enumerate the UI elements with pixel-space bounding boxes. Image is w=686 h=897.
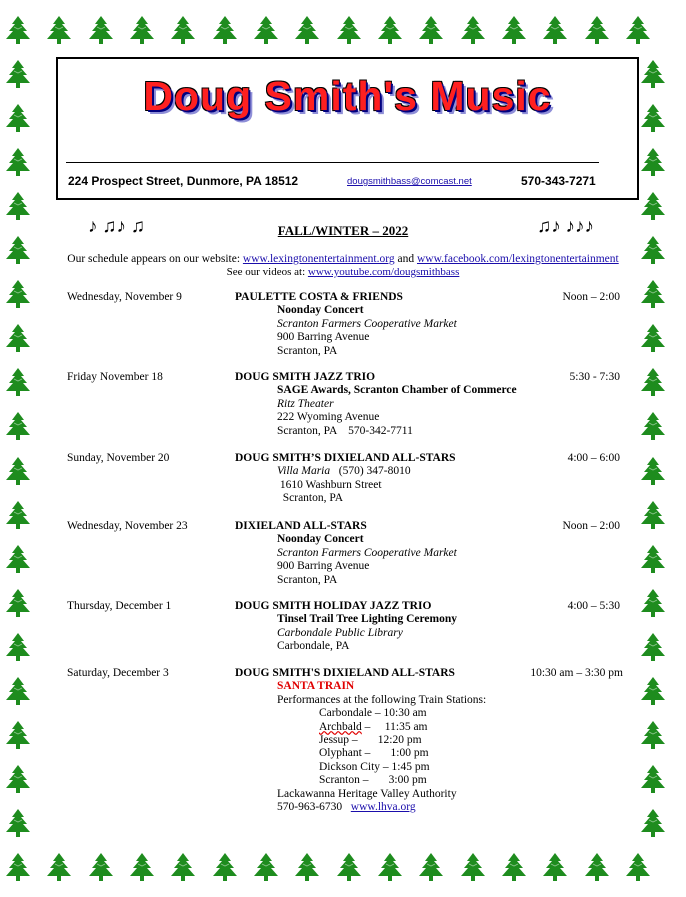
event-day: Sunday, November 20	[67, 452, 170, 464]
christmas-tree-icon	[638, 676, 668, 706]
christmas-tree-icon	[251, 852, 281, 882]
christmas-tree-icon	[638, 500, 668, 530]
christmas-tree-icon	[540, 15, 570, 45]
event-street: 900 Barring Avenue	[277, 560, 370, 573]
station-list	[319, 707, 430, 787]
christmas-tree-icon	[3, 808, 33, 838]
organizer-phone: 570-963-6730	[277, 801, 351, 813]
event-city: Scranton, PA 570-342-7711	[277, 424, 413, 437]
event-details	[277, 533, 457, 587]
station-text: Archbald – 11:35 am	[319, 720, 428, 733]
christmas-tree-icon	[3, 411, 33, 441]
christmas-tree-icon	[623, 852, 653, 882]
christmas-tree-icon	[3, 191, 33, 221]
christmas-tree-icon	[499, 15, 529, 45]
christmas-tree-icon	[416, 852, 446, 882]
brand-title: Doug Smith's Music	[143, 73, 552, 119]
christmas-tree-icon	[638, 59, 668, 89]
event-city: Scranton, PA	[277, 573, 338, 586]
christmas-tree-icon	[638, 720, 668, 750]
christmas-tree-icon	[3, 367, 33, 397]
event-name: Noonday Concert	[277, 304, 364, 317]
event-details	[277, 384, 517, 438]
christmas-tree-icon	[168, 852, 198, 882]
event-band: DOUG SMITH JAZZ TRIO	[235, 371, 376, 383]
christmas-tree-icon	[375, 15, 405, 45]
santa-train-title: SANTA TRAIN	[277, 680, 355, 693]
christmas-tree-icon	[44, 15, 74, 45]
event-time: 4:00 – 6:00	[567, 452, 620, 464]
organizer	[277, 788, 457, 815]
event-street: 222 Wyoming Avenue	[277, 411, 380, 424]
videos-prefix: See our videos at:	[226, 266, 308, 278]
event-venue: Carbondale Public Library	[277, 626, 403, 639]
event-day: Wednesday, November 23	[67, 520, 188, 532]
christmas-tree-icon	[375, 852, 405, 882]
christmas-tree-icon	[3, 15, 33, 45]
christmas-tree-icon	[334, 15, 364, 45]
website-and: and	[394, 253, 417, 265]
christmas-tree-icon	[416, 15, 446, 45]
event-details	[277, 680, 486, 707]
event-city: Scranton, PA	[277, 492, 344, 505]
christmas-tree-icon	[638, 103, 668, 133]
christmas-tree-icon	[638, 279, 668, 309]
event-day: Saturday, December 3	[67, 667, 169, 679]
christmas-tree-icon	[638, 367, 668, 397]
christmas-tree-icon	[127, 15, 157, 45]
christmas-tree-icon	[3, 588, 33, 618]
event-name: Noonday Concert	[277, 533, 364, 546]
station-item: Jessup – 12:20 pm	[319, 734, 422, 746]
organizer-name: Lackawanna Heritage Valley Authority	[277, 787, 457, 800]
christmas-tree-icon	[638, 544, 668, 574]
christmas-tree-icon	[3, 103, 33, 133]
christmas-tree-icon	[334, 852, 364, 882]
christmas-tree-icon	[168, 15, 198, 45]
letterhead	[56, 57, 639, 200]
christmas-tree-icon	[3, 323, 33, 353]
christmas-tree-icon	[638, 323, 668, 353]
header-divider	[66, 162, 599, 163]
event-time: Noon – 2:00	[562, 520, 620, 532]
event-details	[277, 613, 457, 653]
christmas-tree-icon	[3, 59, 33, 89]
event-band: PAULETTE COSTA & FRIENDS	[235, 291, 403, 303]
christmas-tree-icon	[251, 15, 281, 45]
stations-intro: Performances at the following Train Stations:	[277, 693, 487, 706]
station-item: Carbondale – 10:30 am	[319, 707, 427, 720]
station-item: Olyphant – 1:00 pm	[319, 747, 429, 760]
christmas-tree-icon	[3, 764, 33, 794]
event-details	[277, 465, 411, 505]
event-city: Carbondale, PA	[277, 640, 350, 653]
christmas-tree-icon	[638, 764, 668, 794]
event-band: DOUG SMITH HOLIDAY JAZZ TRIO	[235, 600, 432, 612]
christmas-tree-icon	[127, 852, 157, 882]
christmas-tree-icon	[3, 147, 33, 177]
event-day: Friday November 18	[67, 371, 163, 383]
facebook-link[interactable]: www.facebook.com/lexingtonentertainment	[416, 253, 619, 265]
christmas-tree-icon	[582, 852, 612, 882]
christmas-tree-icon	[44, 852, 74, 882]
christmas-tree-icon	[499, 852, 529, 882]
event-city: Scranton, PA	[277, 344, 338, 357]
phone-number: 570-343-7271	[521, 174, 596, 188]
website-prefix: Our schedule appears on our website:	[67, 253, 243, 265]
christmas-tree-icon	[292, 15, 322, 45]
christmas-tree-icon	[3, 852, 33, 882]
station-item: Scranton – 3:00 pm	[319, 774, 427, 787]
event-name: SAGE Awards, Scranton Chamber of Commerce	[277, 384, 517, 397]
youtube-link[interactable]: www.youtube.com/dougsmithbass	[307, 266, 460, 278]
station-item: Dickson City – 1:45 pm	[319, 760, 430, 773]
christmas-tree-icon	[3, 720, 33, 750]
event-venue: Villa Maria	[277, 465, 331, 478]
christmas-tree-icon	[638, 588, 668, 618]
event-venue: Scranton Farmers Cooperative Market	[277, 317, 457, 330]
event-street: 1610 Washburn Street	[277, 478, 382, 491]
christmas-tree-icon	[638, 632, 668, 662]
videos-line	[0, 266, 686, 278]
music-notes-right-icon: ♫♪ ♪♪♪	[537, 216, 594, 237]
christmas-tree-icon	[638, 411, 668, 441]
christmas-tree-icon	[86, 852, 116, 882]
christmas-tree-icon	[458, 15, 488, 45]
season-title: FALL/WINTER – 2022	[277, 223, 409, 238]
event-name: Tinsel Trail Tree Lighting Ceremony	[277, 613, 457, 626]
event-day: Thursday, December 1	[67, 600, 172, 612]
venue-phone: (570) 347-8010	[330, 465, 411, 478]
event-time: Noon – 2:00	[562, 291, 620, 303]
christmas-tree-icon	[3, 456, 33, 486]
christmas-tree-icon	[3, 676, 33, 706]
website-line	[0, 253, 686, 265]
christmas-tree-icon	[86, 15, 116, 45]
lhva-link[interactable]: www.lhva.org	[350, 801, 416, 813]
event-band: DOUG SMITH'S DIXIELAND ALL-STARS	[235, 667, 455, 679]
christmas-tree-icon	[540, 852, 570, 882]
event-time: 10:30 am – 3:30 pm	[530, 667, 623, 679]
event-details	[277, 304, 457, 358]
christmas-tree-icon	[3, 632, 33, 662]
email-link[interactable]: dougsmithbass@comcast.net	[347, 176, 472, 187]
event-time: 4:00 – 5:30	[567, 600, 620, 612]
event-venue: Ritz Theater	[277, 397, 334, 410]
christmas-tree-icon	[3, 279, 33, 309]
event-band: DOUG SMITH’S DIXIELAND ALL-STARS	[235, 452, 456, 464]
christmas-tree-icon	[623, 15, 653, 45]
christmas-tree-icon	[638, 808, 668, 838]
event-time: 5:30 - 7:30	[569, 371, 620, 383]
christmas-tree-icon	[210, 852, 240, 882]
christmas-tree-icon	[582, 15, 612, 45]
christmas-tree-icon	[458, 852, 488, 882]
christmas-tree-icon	[210, 15, 240, 45]
christmas-tree-icon	[638, 191, 668, 221]
event-day: Wednesday, November 9	[67, 291, 182, 303]
event-band: DIXIELAND ALL-STARS	[235, 520, 367, 532]
event-street: 900 Barring Avenue	[277, 331, 370, 344]
address: 224 Prospect Street, Dunmore, PA 18512	[68, 174, 299, 188]
christmas-tree-icon	[3, 500, 33, 530]
christmas-tree-icon	[638, 456, 668, 486]
station-item	[319, 721, 430, 734]
christmas-tree-icon	[3, 544, 33, 574]
christmas-tree-icon	[292, 852, 322, 882]
music-notes-left-icon: ♪ ♫♪ ♫	[88, 216, 145, 237]
misspelled-word: Archbald	[319, 720, 362, 733]
website-link[interactable]: www.lexingtonentertainment.org	[242, 253, 395, 265]
event-venue: Scranton Farmers Cooperative Market	[277, 546, 457, 559]
christmas-tree-icon	[638, 147, 668, 177]
